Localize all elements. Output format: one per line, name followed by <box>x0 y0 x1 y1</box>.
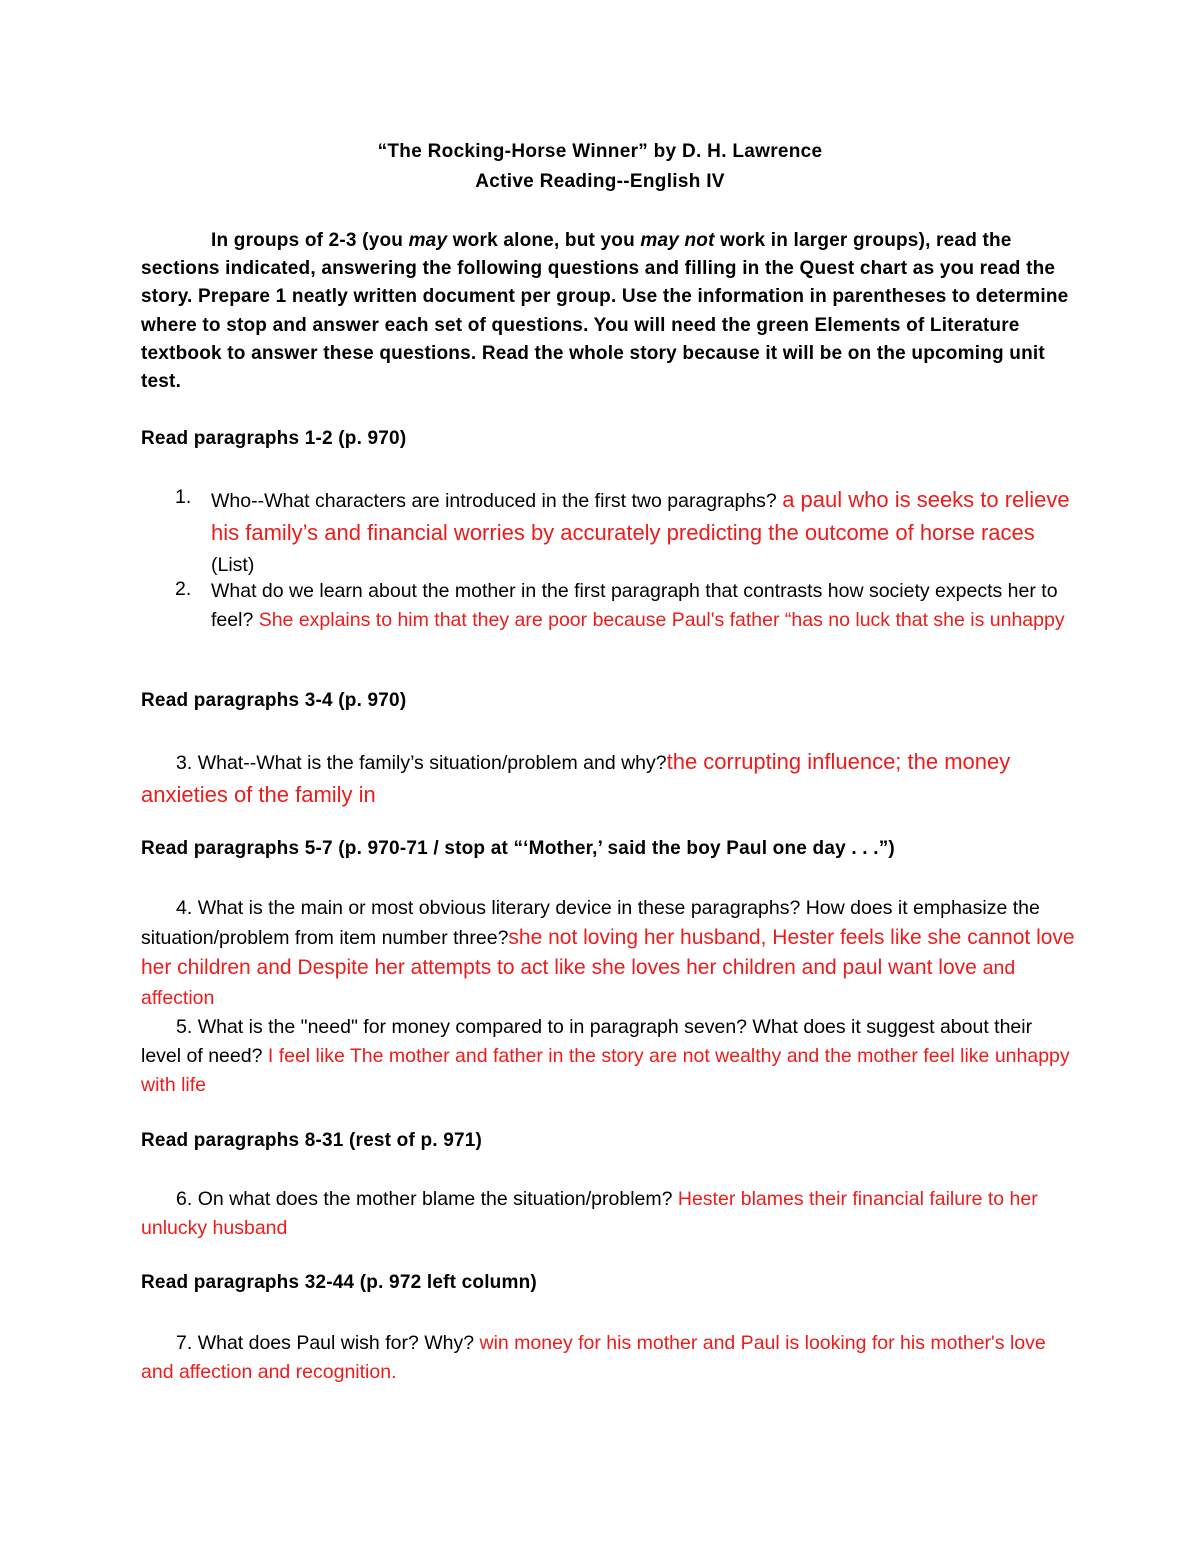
section-heading: Read paragraphs 3-4 (p. 970) <box>141 690 407 711</box>
question-body <box>211 577 1071 634</box>
document-title: “The Rocking-Horse Winner” by D. H. Lawrence <box>377 141 823 162</box>
question-text: On what does the mother blame the situation/problem? <box>197 1188 678 1210</box>
question-item <box>141 893 1076 1013</box>
document-subtitle: Active Reading--English IV <box>475 171 725 192</box>
question-text: What does Paul wish for? Why? <box>197 1332 480 1354</box>
question-item <box>141 1329 1076 1387</box>
answer-text: a paul who is seeks to relieve his family’s and financial worries by accurately predicting the outcome of horse races <box>211 487 1070 545</box>
answer-tail: and affection <box>141 957 1016 1009</box>
question-item <box>141 1013 1076 1100</box>
question-item <box>141 746 1076 812</box>
question-text: What--What is the family’s situation/problem and why? <box>197 752 667 774</box>
question-number: 7. <box>176 1332 193 1354</box>
question-number: 3. <box>176 752 193 774</box>
question-body <box>211 484 1071 581</box>
question-number: 2. <box>175 578 192 600</box>
question-number: 5. <box>176 1016 193 1038</box>
section-heading: Read paragraphs 1-2 (p. 970) <box>141 428 407 449</box>
section-heading: Read paragraphs 5-7 (p. 970-71 / stop at “‘Mother,’ said the boy Paul one day . . .”) <box>141 838 895 859</box>
question-text: What do we learn about the mother in the first paragraph that contrasts how society expects her to feel? <box>211 580 1058 631</box>
question-text: What is the "need" for money compared to in paragraph seven? What does it suggest about their level of need? <box>141 1016 1033 1067</box>
section-heading: Read paragraphs 8-31 (rest of p. 971) <box>141 1130 483 1151</box>
question-item <box>141 1185 1076 1243</box>
section-heading: Read paragraphs 32-44 (p. 972 left column) <box>141 1272 537 1293</box>
question-number: 6. <box>176 1188 193 1210</box>
answer-text: I feel like The mother and father in the story are not wealthy and the mother feel like unhappy with life <box>141 1045 1070 1096</box>
answer-text: she not loving her husband, Hester feels like she cannot love her children and Despite her attempts to act like she loves her children and paul want love <box>141 926 1075 979</box>
answer-text: win money for his mother and Paul is looking for his mother's love and affection and recognition. <box>141 1332 1046 1383</box>
question-number: 4. <box>176 897 193 919</box>
instructions-paragraph: In groups of 2-3 (you may work alone, but you may not work in larger groups), read the sections indicated, answering the following questions and filling in the Quest chart as you read the story. Prepare 1 neatly written document per group. Use the information in parentheses to determine where to stop and answer each set of questions. You will need the green Elements of Literature textbook to answer these questions. Read the whole story because it will be on the upcoming unit test. <box>141 230 1069 393</box>
answer-text: She explains to him that they are poor because Paul's father “has no luck that she is unhappy <box>258 608 1065 631</box>
question-number: 1. <box>175 486 192 508</box>
question-text: What is the main or most obvious literary device in these paragraphs? How does it emphasize the situation/problem from item number three? <box>141 897 1040 949</box>
question-text: Who--What characters are introduced in the first two paragraphs? <box>211 490 783 512</box>
answer-text: the corrupting influence; the money anxieties of the family in <box>141 749 1011 807</box>
answer-text: Hester blames their financial failure to her unlucky husband <box>141 1188 1038 1239</box>
question-suffix: (List) <box>211 554 255 576</box>
